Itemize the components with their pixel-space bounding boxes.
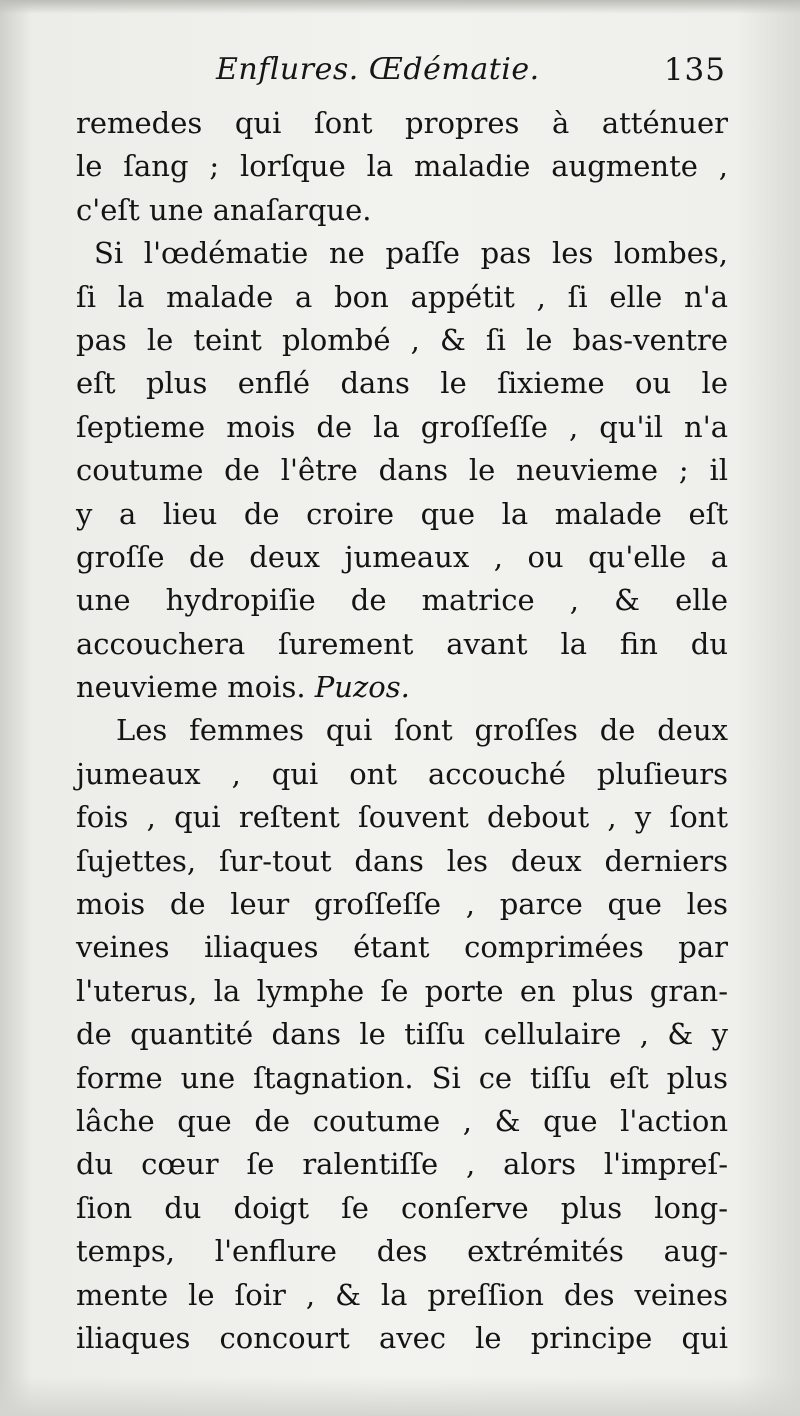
page-number: 135 bbox=[663, 52, 726, 88]
text-line: l'uterus, la lymphe ſe porte en plus gran- bbox=[76, 973, 728, 1008]
text-line: ſujettes, ſur-tout dans les deux derniers bbox=[76, 843, 728, 878]
text-line: mois de leur groſſeſſe , parce que les bbox=[76, 887, 728, 922]
text-line: mente le ſoir , & la preſſion des veines bbox=[76, 1277, 728, 1312]
text-line: du cœur ſe ralentiſſe , alors l'impreſ- bbox=[76, 1147, 728, 1182]
paragraph-1 bbox=[76, 102, 728, 232]
text-line: ſi la malade a bon appétit , ſi elle n'a bbox=[76, 279, 728, 314]
text-line: pas le teint plombé , & ſi le bas-ventre bbox=[76, 322, 728, 357]
text-line: veines iliaques étant comprimées par bbox=[76, 930, 728, 965]
text-line: jumeaux , qui ont accouché pluſieurs bbox=[76, 756, 728, 791]
text-line: y a lieu de croire que la malade eſt bbox=[76, 496, 728, 531]
text-line: Les femmes qui ſont groſſes de deux bbox=[116, 713, 728, 748]
text-line: c'eſt une anaſarque. bbox=[76, 192, 372, 227]
text-line: une hydropiſie de matrice , & elle bbox=[76, 583, 728, 618]
text-line: remedes qui ſont propres à atténuer bbox=[76, 106, 728, 140]
text-line: eſt plus enflé dans le ſixieme ou le bbox=[76, 366, 728, 401]
text-line: iliaques concourt avec le principe qui bbox=[76, 1320, 728, 1355]
text-line: fois , qui reſtent ſouvent debout , y ſont bbox=[76, 800, 728, 835]
text-line: accouchera ſurement avant la fin du bbox=[76, 626, 728, 661]
text-line: le ſang ; lorſque la maladie augmente , bbox=[76, 149, 728, 184]
text-line: forme une ſtagnation. Si ce tiſſu eſt plus bbox=[76, 1060, 728, 1095]
paragraph-2 bbox=[76, 232, 728, 709]
text-line: groſſe de deux jumeaux , ou qu'elle a bbox=[76, 539, 728, 574]
text-line: Si l'œdématie ne paſſe pas les lombes, bbox=[94, 236, 728, 271]
text-line: temps, l'enflure des extrémités aug- bbox=[76, 1234, 728, 1269]
author-citation: Puzos. bbox=[314, 670, 410, 705]
text-line: de quantité dans le tiſſu cellulaire , & y bbox=[76, 1017, 728, 1052]
body-text bbox=[76, 102, 728, 1360]
text-line: coutume de l'être dans le neuvieme ; il bbox=[76, 453, 728, 488]
text-line: lâche que de coutume , & que l'action bbox=[76, 1103, 728, 1138]
text-line: ſeptieme mois de la groſſeſſe , qu'il n'a bbox=[76, 409, 728, 444]
running-head: Enflures. Œdématie. bbox=[216, 52, 540, 87]
page-header bbox=[76, 52, 726, 96]
text-line-with-author bbox=[76, 666, 728, 709]
paragraph-3 bbox=[76, 709, 728, 1360]
text-line: neuvieme mois. bbox=[76, 670, 306, 705]
text-line: ſion du doigt ſe conſerve plus long- bbox=[76, 1190, 728, 1225]
